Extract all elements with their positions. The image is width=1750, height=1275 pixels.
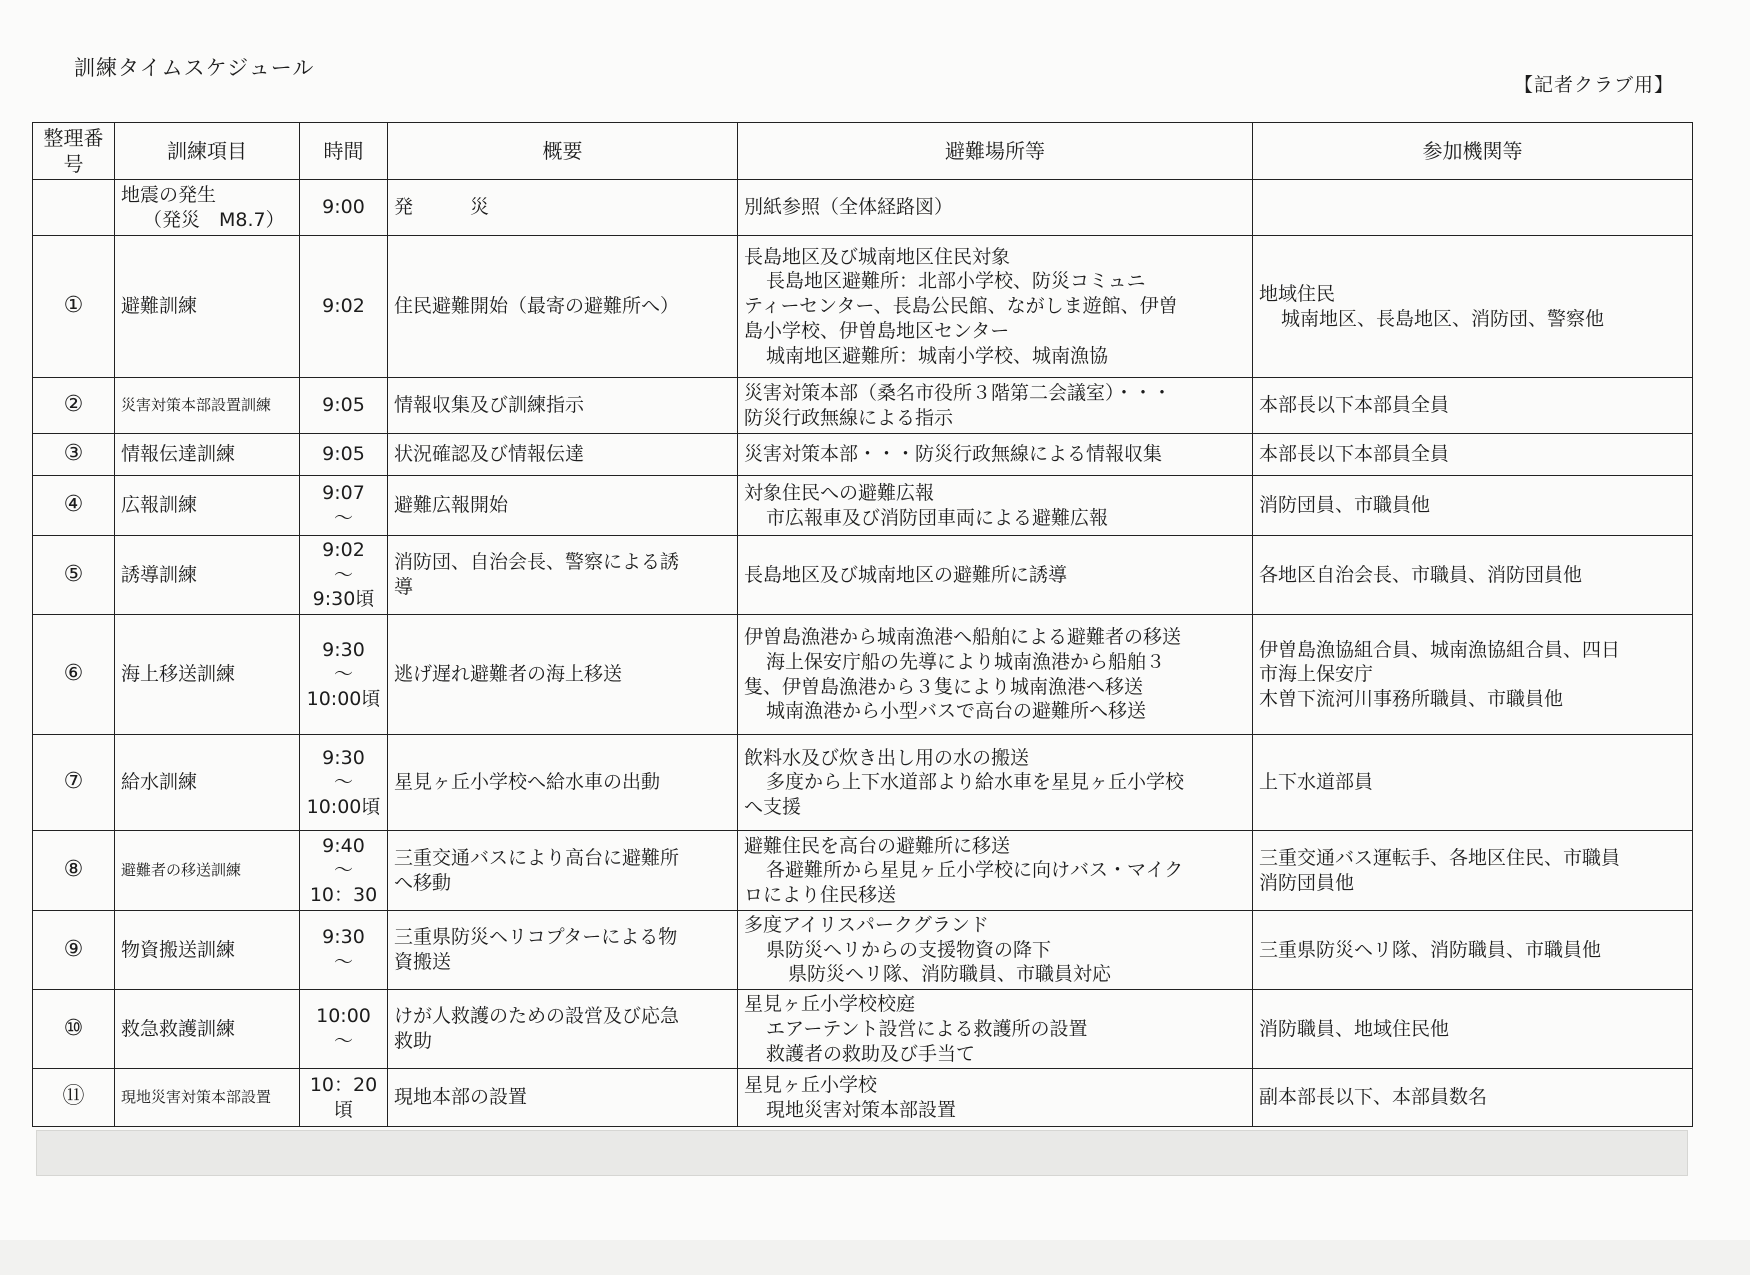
cell-item: 避難訓練 bbox=[115, 236, 300, 378]
cell-number: ⑥ bbox=[33, 615, 115, 735]
cell-location: 星見ヶ丘小学校校庭 エアーテント設営による救護所の設置 救護者の救助及び手当て bbox=[738, 990, 1253, 1069]
cell-location: 伊曽島漁港から城南漁港へ船舶による避難者の移送 海上保安庁船の先導により城南漁港から船舶３ 隻、伊曽島漁港から３隻により城南漁港へ移送 城南漁港から小型バスで高台の避難所へ移送 bbox=[738, 615, 1253, 735]
cell-summary: 状況確認及び情報伝達 bbox=[388, 434, 738, 476]
cell-time: 9:30 ～ bbox=[300, 911, 388, 990]
cell-location: 多度アイリスパークグランド 県防災ヘリからの支援物資の降下 県防災ヘリ隊、消防職員、市職員対応 bbox=[738, 911, 1253, 990]
cell-agencies: 副本部長以下、本部員数名 bbox=[1253, 1069, 1693, 1127]
cell-item: 海上移送訓練 bbox=[115, 615, 300, 735]
table-row bbox=[33, 831, 1693, 911]
cell-location: 長島地区及び城南地区の避難所に誘導 bbox=[738, 536, 1253, 615]
cell-number: ④ bbox=[33, 476, 115, 536]
cell-number: ⑨ bbox=[33, 911, 115, 990]
cell-number: ② bbox=[33, 378, 115, 434]
scan-margin bbox=[0, 1240, 1750, 1275]
table-row bbox=[33, 180, 1693, 236]
cell-summary: 発 災 bbox=[388, 180, 738, 236]
cell-number: ⑤ bbox=[33, 536, 115, 615]
table-row bbox=[33, 434, 1693, 476]
cell-location: 災害対策本部・・・防災行政無線による情報収集 bbox=[738, 434, 1253, 476]
cell-agencies: 本部長以下本部員全員 bbox=[1253, 434, 1693, 476]
table-row bbox=[33, 378, 1693, 434]
cell-summary: 避難広報開始 bbox=[388, 476, 738, 536]
cell-item: 災害対策本部設置訓練 bbox=[115, 378, 300, 434]
cell-item: 物資搬送訓練 bbox=[115, 911, 300, 990]
cell-item: 避難者の移送訓練 bbox=[115, 831, 300, 911]
table-row bbox=[33, 911, 1693, 990]
cell-agencies: 三重県防災ヘリ隊、消防職員、市職員他 bbox=[1253, 911, 1693, 990]
table-row bbox=[33, 735, 1693, 831]
audience-tag: 【記者クラブ用】 bbox=[1514, 74, 1675, 96]
cell-summary: 住民避難開始（最寄の避難所へ） bbox=[388, 236, 738, 378]
cell-agencies: 消防職員、地域住民他 bbox=[1253, 990, 1693, 1069]
cell-time: 9:30 ～ 10:00頃 bbox=[300, 615, 388, 735]
cell-time: 10:00 ～ bbox=[300, 990, 388, 1069]
cell-number: ⑧ bbox=[33, 831, 115, 911]
cell-item: 現地災害対策本部設置 bbox=[115, 1069, 300, 1127]
cell-agencies: 本部長以下本部員全員 bbox=[1253, 378, 1693, 434]
col-header-number: 整理番号 bbox=[33, 123, 115, 180]
cell-summary: 現地本部の設置 bbox=[388, 1069, 738, 1127]
cell-item: 給水訓練 bbox=[115, 735, 300, 831]
cell-agencies: 地域住民 城南地区、長島地区、消防団、警察他 bbox=[1253, 236, 1693, 378]
cell-time: 9:05 bbox=[300, 378, 388, 434]
cell-item: 誘導訓練 bbox=[115, 536, 300, 615]
table-row bbox=[33, 990, 1693, 1069]
cell-item: 情報伝達訓練 bbox=[115, 434, 300, 476]
cell-time: 9:07 ～ bbox=[300, 476, 388, 536]
cell-agencies: 消防団員、市職員他 bbox=[1253, 476, 1693, 536]
bleed-through-band bbox=[36, 1130, 1688, 1176]
schedule-table bbox=[32, 122, 1693, 1127]
cell-agencies bbox=[1253, 180, 1693, 236]
cell-location: 避難住民を高台の避難所に移送 各避難所から星見ヶ丘小学校に向けバス・マイク ロにより住民移送 bbox=[738, 831, 1253, 911]
col-header-item: 訓練項目 bbox=[115, 123, 300, 180]
col-header-time: 時間 bbox=[300, 123, 388, 180]
cell-summary: 情報収集及び訓練指示 bbox=[388, 378, 738, 434]
col-header-summary: 概要 bbox=[388, 123, 738, 180]
cell-item: 地震の発生 （発災 M8.7） bbox=[115, 180, 300, 236]
cell-number: ⑩ bbox=[33, 990, 115, 1069]
cell-location: 長島地区及び城南地区住民対象 長島地区避難所：北部小学校、防災コミュニ ティーセンター、長島公民館、ながしま遊館、伊曽 島小学校、伊曽島地区センター 城南地区避難所：城南小学校、城南漁協 bbox=[738, 236, 1253, 378]
col-header-agencies: 参加機関等 bbox=[1253, 123, 1693, 180]
cell-agencies: 伊曽島漁協組合員、城南漁協組合員、四日 市海上保安庁 木曽下流河川事務所職員、市職員他 bbox=[1253, 615, 1693, 735]
cell-summary: 消防団、自治会長、警察による誘 導 bbox=[388, 536, 738, 615]
cell-agencies: 上下水道部員 bbox=[1253, 735, 1693, 831]
cell-time: 9:05 bbox=[300, 434, 388, 476]
cell-location: 別紙参照（全体経路図） bbox=[738, 180, 1253, 236]
cell-time: 9:02 bbox=[300, 236, 388, 378]
cell-number: ① bbox=[33, 236, 115, 378]
header-row bbox=[33, 123, 1693, 180]
cell-time: 10：20 頃 bbox=[300, 1069, 388, 1127]
cell-summary: 逃げ遅れ避難者の海上移送 bbox=[388, 615, 738, 735]
cell-location: 星見ヶ丘小学校 現地災害対策本部設置 bbox=[738, 1069, 1253, 1127]
cell-summary: 三重県防災ヘリコプターによる物 資搬送 bbox=[388, 911, 738, 990]
cell-location: 飲料水及び炊き出し用の水の搬送 多度から上下水道部より給水車を星見ヶ丘小学校 へ支援 bbox=[738, 735, 1253, 831]
cell-summary: 三重交通バスにより高台に避難所 へ移動 bbox=[388, 831, 738, 911]
cell-time: 9:00 bbox=[300, 180, 388, 236]
cell-item: 広報訓練 bbox=[115, 476, 300, 536]
cell-summary: 星見ヶ丘小学校へ給水車の出動 bbox=[388, 735, 738, 831]
table-row bbox=[33, 536, 1693, 615]
table-row bbox=[33, 476, 1693, 536]
cell-item: 救急救護訓練 bbox=[115, 990, 300, 1069]
cell-number: ⑪ bbox=[33, 1069, 115, 1127]
cell-summary: けが人救護のための設営及び応急 救助 bbox=[388, 990, 738, 1069]
cell-time: 9:02 ～ 9:30頃 bbox=[300, 536, 388, 615]
cell-time: 9:30 ～ 10:00頃 bbox=[300, 735, 388, 831]
cell-number: ⑦ bbox=[33, 735, 115, 831]
table-row bbox=[33, 236, 1693, 378]
cell-number: ③ bbox=[33, 434, 115, 476]
cell-agencies: 各地区自治会長、市職員、消防団員他 bbox=[1253, 536, 1693, 615]
col-header-location: 避難場所等 bbox=[738, 123, 1253, 180]
table-row bbox=[33, 1069, 1693, 1127]
cell-location: 対象住民への避難広報 市広報車及び消防団車両による避難広報 bbox=[738, 476, 1253, 536]
cell-agencies: 三重交通バス運転手、各地区住民、市職員 消防団員他 bbox=[1253, 831, 1693, 911]
cell-time: 9:40 ～ 10：30 bbox=[300, 831, 388, 911]
document-title: 訓練タイムスケジュール bbox=[74, 56, 315, 80]
cell-number bbox=[33, 180, 115, 236]
table-row bbox=[33, 615, 1693, 735]
cell-location: 災害対策本部（桑名市役所３階第二会議室）・・・ 防災行政無線による指示 bbox=[738, 378, 1253, 434]
